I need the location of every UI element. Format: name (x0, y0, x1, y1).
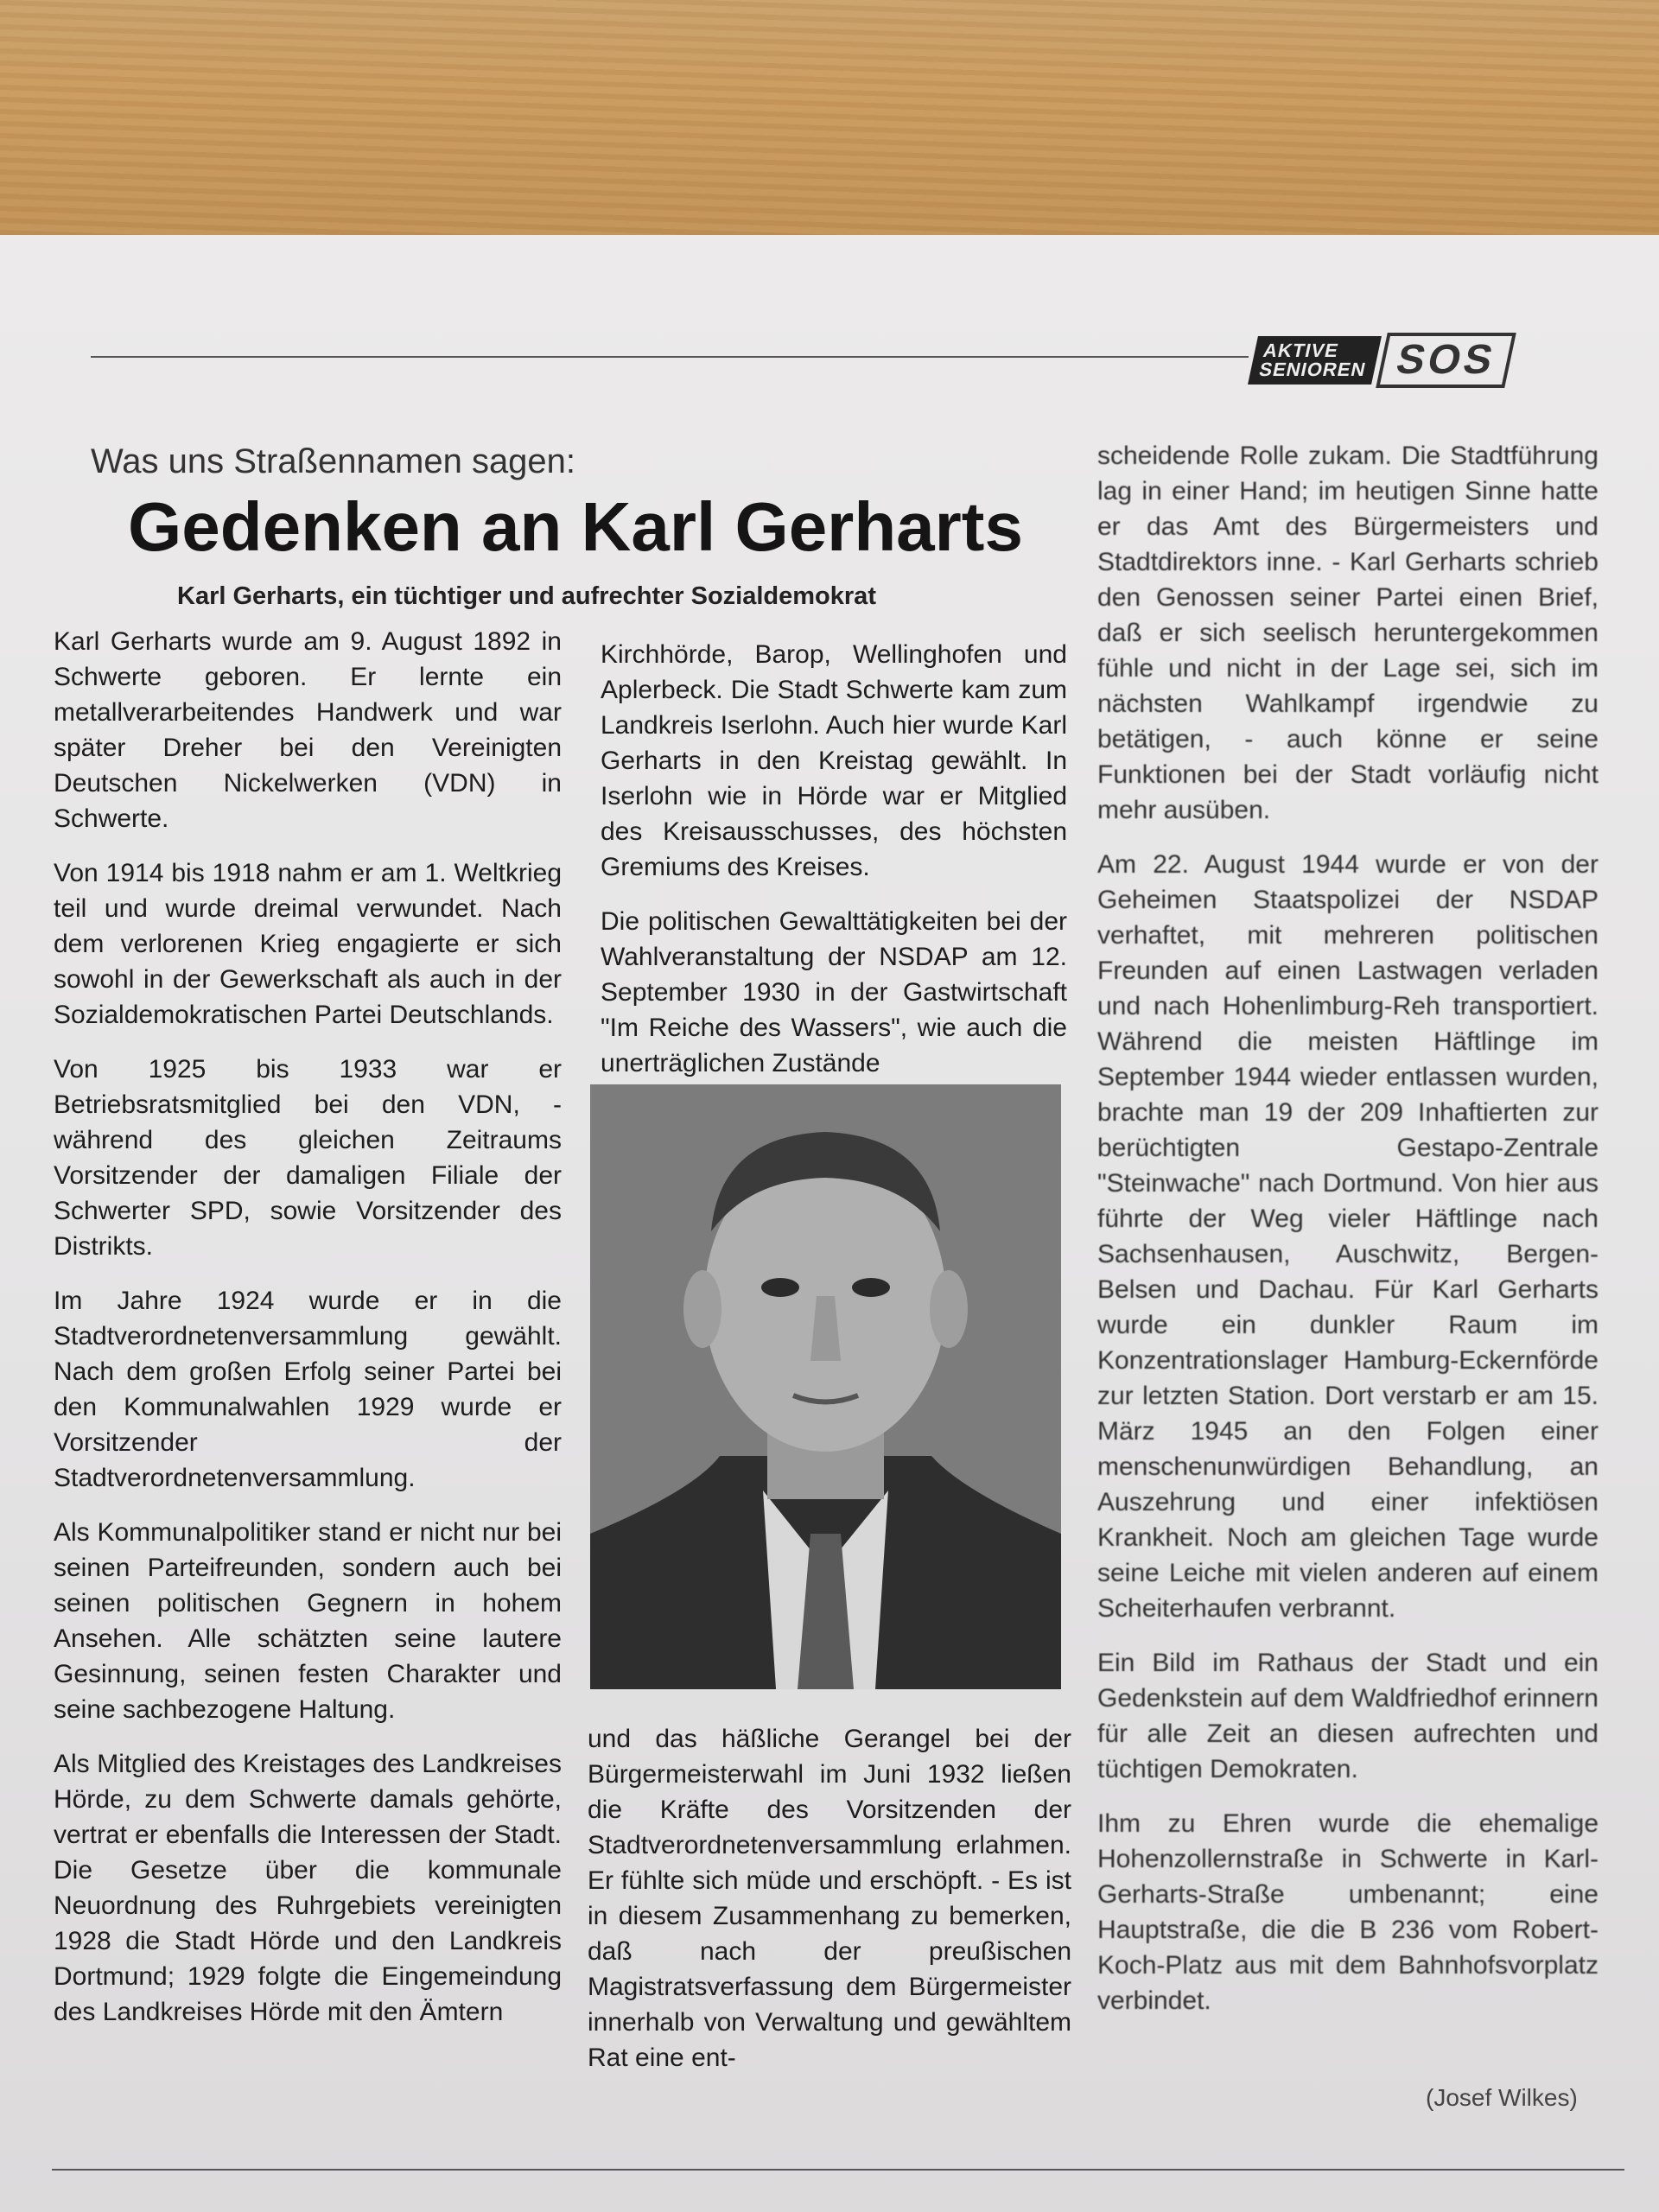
column-3 (1097, 438, 1599, 2037)
paragraph: Als Kommunalpolitiker stand er nicht nur bei seinen Parteifreunden, sondern auch bei seinen politischen Gegnern in hohem Ansehen. Alle schätzten seine lautere Gesinnung, seinen festen Charakter und seine sachbezogene Haltung. (54, 1518, 562, 1724)
paragraph: Von 1925 bis 1933 war er Betriebsratsmitglied bei den VDN, - während des gleichen Zeitraums Vorsitzender der damaligen Filiale der Schwerter SPD, sowie Vorsitzender des Distrikts. (54, 1055, 562, 1261)
paragraph: Ein Bild im Rathaus der Stadt und ein Gedenkstein auf dem Waldfriedhof erinnern für alle Zeit an diesen aufrechten und tüchtigen Demokraten. (1097, 1649, 1599, 1783)
magazine-logo (1253, 330, 1510, 391)
paragraph: Ihm zu Ehren wurde die ehemalige Hohenzollernstraße in Schwerte in Karl-Gerharts-Straße umbenannt; eine Hauptstraße, die die B 236 vom Robert-Koch-Platz aus mit dem Bahnhofsvorplatz verbindet. (1097, 1809, 1599, 2015)
paragraph: Die politischen Gewalttätigkeiten bei der Wahlveranstaltung der NSDAP am 12. September 1930 in der Gastwirtschaft "Im Reiche des Wassers", wie auch die unerträglichen Zustände (601, 907, 1067, 1077)
logo-text-bottom: SENIOREN (1257, 359, 1369, 380)
magazine-page (0, 235, 1659, 2212)
paragraph: scheidende Rolle zukam. Die Stadtführung lag in einer Hand; im heutigen Sinne hatte er das Amt des Bürgermeisters und Stadtdirektors inne. - Karl Gerharts schrieb den Genossen seiner Partei einen Brief, daß er sich seelisch heruntergekommen fühle und nicht in der Lage sei, sich im nächsten Wahlkampf irgendwie zu betätigen, - auch könne er seine Funktionen bei der Stadt vorläufig nicht mehr ausüben. (1097, 442, 1599, 824)
wooden-table-background (0, 0, 1659, 259)
paragraph: Kirchhörde, Barop, Wellinghofen und Aplerbeck. Die Stadt Schwerte kam zum Landkreis Iserlohn. Auch hier wurde Karl Gerharts in den Kreistag gewählt. In Iserlohn wie in Hörde war er Mitglied des Kreisausschusses, des höchsten Gremiums des Kreises. (601, 640, 1067, 881)
article-title: Gedenken an Karl Gerharts (128, 488, 1023, 565)
paragraph: Als Mitglied des Kreistages des Landkreises Hörde, zu dem Schwerte damals gehörte, vertrat er ebenfalls die Interessen der Stadt. Die Gesetze über die kommunale Neuordnung des Ruhrgebiets vereinigten 1928 die Stadt Hörde und den Landkreis Dortmund; 1929 folgte die Eingemeindung des Landkreises Hörde mit den Ämtern (54, 1750, 562, 2026)
column-1 (54, 624, 562, 2049)
column-2-top (601, 637, 1067, 1100)
top-rule (91, 356, 1249, 358)
logo-mark: SOS (1376, 333, 1516, 388)
logo-text-block (1248, 336, 1382, 385)
paragraph: Von 1914 bis 1918 nahm er am 1. Weltkrieg teil und wurde dreimal verwundet. Nach dem verlorenen Krieg engagierte er sich sowohl in der Gewerkschaft als auch in der Sozialdemokratischen Partei Deutschlands. (54, 859, 562, 1029)
portrait-photo (590, 1084, 1061, 1689)
article-subtitle: Karl Gerharts, ein tüchtiger und aufrechter Sozialdemokrat (177, 582, 876, 610)
paragraph: Karl Gerharts wurde am 9. August 1892 in Schwerte geboren. Er lernte ein metallverarbeitendes Handwerk und war später Dreher bei den Vereinigten Deutschen Nickelwerken (VDN) in Schwerte. (54, 627, 562, 833)
bottom-rule (52, 2169, 1624, 2171)
article-kicker: Was uns Straßennamen sagen: (91, 442, 576, 480)
paragraph: Im Jahre 1924 wurde er in die Stadtverordnetenversammlung gewählt. Nach dem großen Erfolg seiner Partei bei den Kommunalwahlen 1929 wurde er Vorsitzender der Stadtverordnetenversammlung. (54, 1287, 562, 1492)
article-author: (Josef Wilkes) (1426, 2084, 1578, 2111)
portrait-illustration (590, 1084, 1061, 1689)
column-2-bottom (588, 1721, 1071, 2094)
paragraph: und das häßliche Gerangel bei der Bürgermeisterwahl im Juni 1932 ließen die Kräfte des Vorsitzenden der Stadtverordnetenversammlung erlahmen. Er fühlte sich müde und erschöpft. - Es ist in diesem Zusammenhang zu bemerken, daß nach der preußischen Magistratsverfassung dem Bürgermeister innerhalb von Verwaltung und gewähltem Rat eine ent- (588, 1725, 1071, 2072)
paragraph: Am 22. August 1944 wurde er von der Geheimen Staatspolizei der NSDAP verhaftet, mit mehreren politischen Freunden auf einen Lastwagen verladen und nach Hohenlimburg-Reh transportiert. Während die meisten Häftlinge im September 1944 wieder entlassen wurden, brachte man 19 der 209 Inhaftierten zur berüchtigten Gestapo-Zentrale "Steinwache" nach Dortmund. Von hier aus führte der Weg vieler Häftlinge nach Sachsenhausen, Auschwitz, Bergen-Belsen und Dachau. Für Karl Gerharts wurde ein dunkler Raum im Konzentrationslager Hamburg-Eckernförde zur letzten Station. Dort verstarb er am 15. März 1945 an den Folgen einer menschenunwürdigen Behandlung, an Auszehrung und einer infektiösen Krankheit. Noch am gleichen Tage wurde seine Leiche mit vielen anderen auf einem Scheiterhaufen verbrannt. (1097, 850, 1599, 1623)
logo-text-top: AKTIVE (1261, 340, 1341, 361)
